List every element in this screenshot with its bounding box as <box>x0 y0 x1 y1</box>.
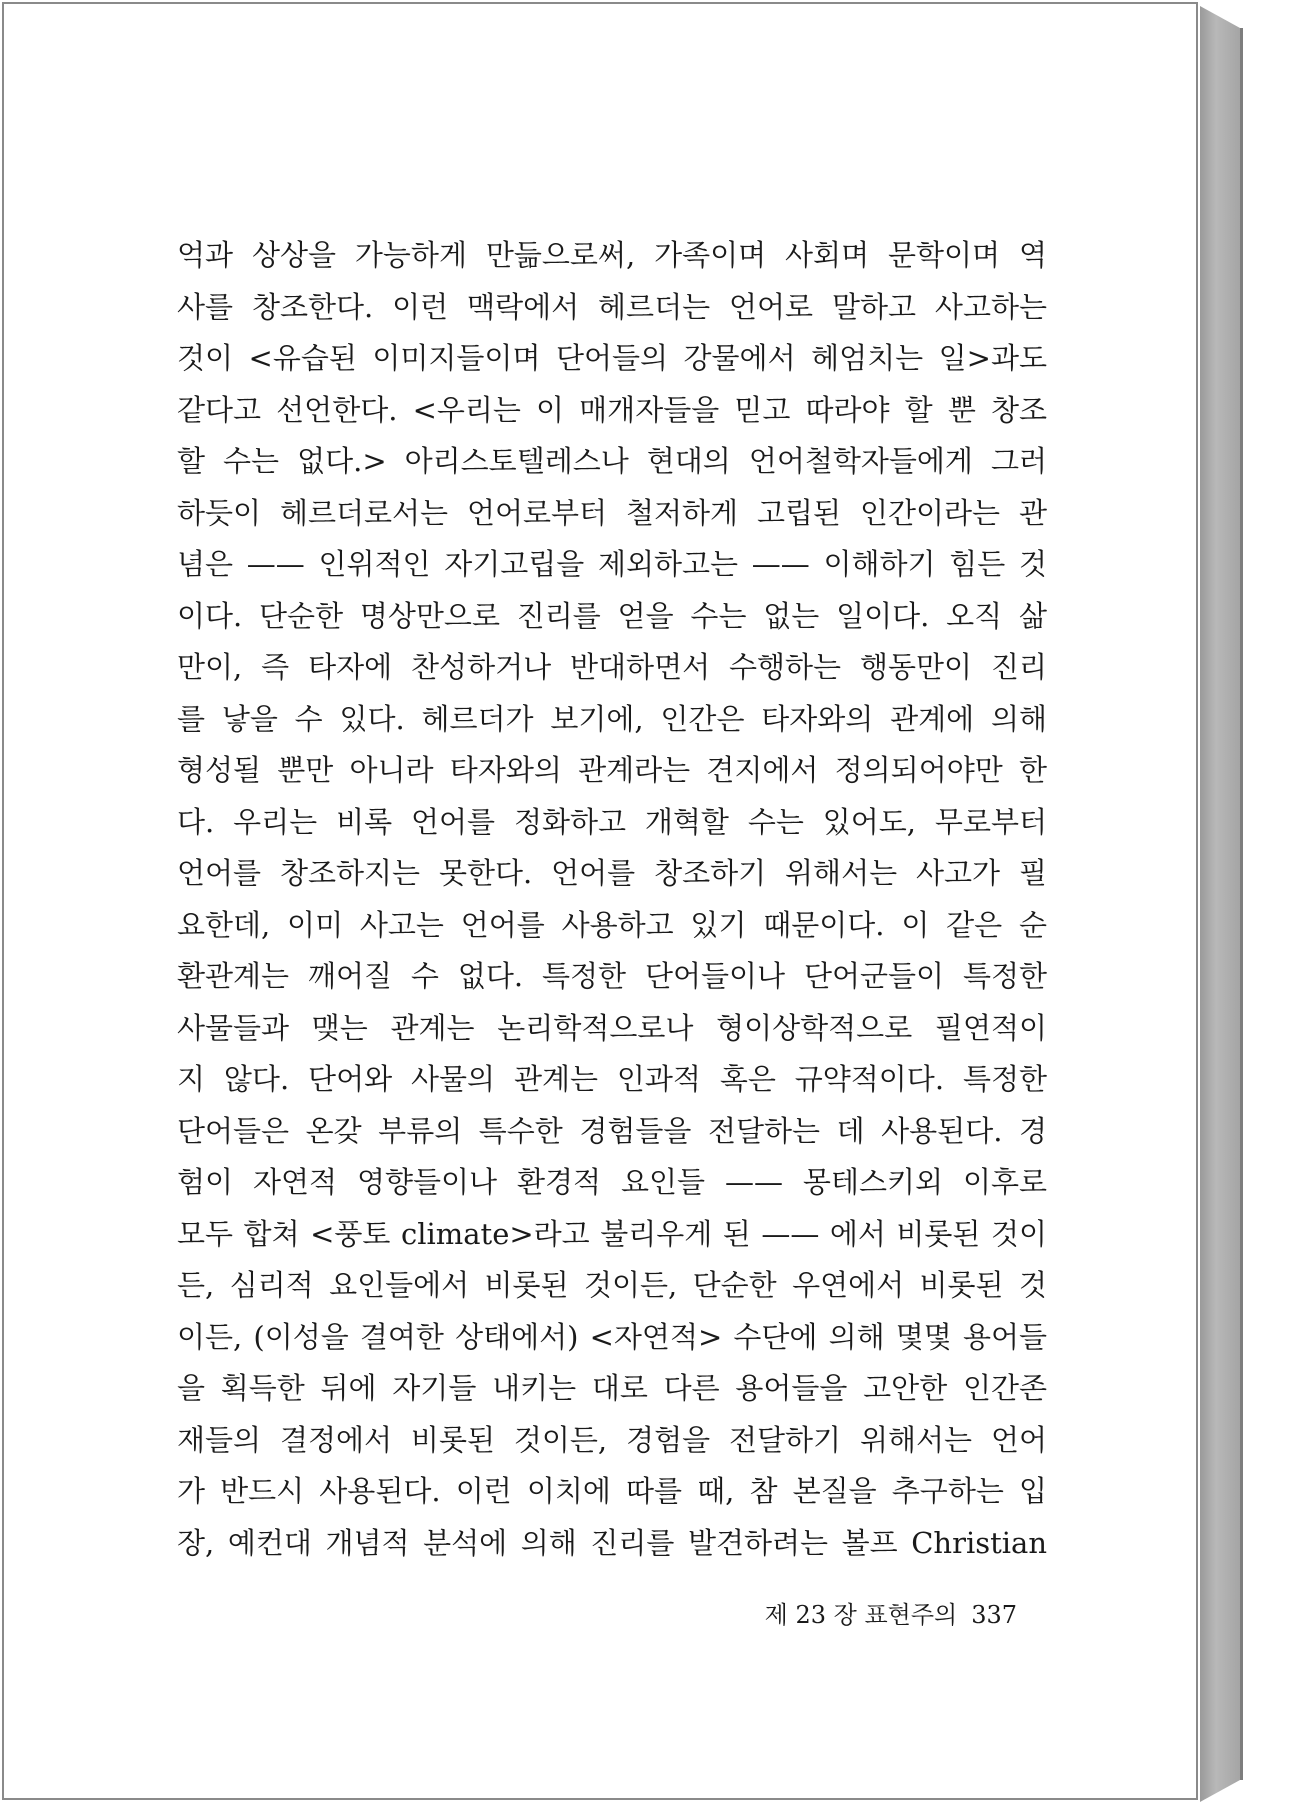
text-line: 다. 우리는 비록 언어를 정화하고 개혁할 수는 있어도, 무로부터 <box>177 804 1047 839</box>
text-line: 이든, (이성을 결여한 상태에서) <자연적> 수단에 의해 몇몇 용어들 <box>177 1319 1047 1354</box>
text-line: 재들의 결정에서 비롯된 것이든, 경험을 전달하기 위해서는 언어 <box>177 1422 1047 1457</box>
text-line: 든, 심리적 요인들에서 비롯된 것이든, 단순한 우연에서 비롯된 것 <box>177 1268 1047 1302</box>
text-line: 가 반드시 사용된다. 이런 이치에 따를 때, 참 본질을 추구하는 입 <box>177 1474 1047 1508</box>
page-footer <box>764 1595 1017 1635</box>
text-line: 할 수는 없다.> 아리스토텔레스나 현대의 언어철학자들에게 그러 <box>177 444 1047 478</box>
text-line: 만이, 즉 타자에 찬성하거나 반대하면서 수행하는 행동만이 진리 <box>177 650 1047 684</box>
text-line: 단어들은 온갖 부류의 특수한 경험들을 전달하는 데 사용된다. 경 <box>177 1113 1047 1148</box>
text-line: 억과 상상을 가능하게 만듦으로써, 가족이며 사회며 문학이며 역 <box>177 238 1047 272</box>
text-line: 이다. 단순한 명상만으로 진리를 얻을 수는 없는 일이다. 오직 삶 <box>177 598 1047 633</box>
text-line: 형성될 뿐만 아니라 타자와의 관계라는 견지에서 정의되어야만 한 <box>177 753 1047 787</box>
text-line: 언어를 창조하지는 못한다. 언어를 창조하기 위해서는 사고가 필 <box>177 856 1047 890</box>
text-line: 지 않다. 단어와 사물의 관계는 인과적 혹은 규약적이다. 특정한 <box>177 1062 1047 1096</box>
text-line: 를 낳을 수 있다. 헤르더가 보기에, 인간은 타자와의 관계에 의해 <box>177 701 1047 736</box>
text-line: 모두 합쳐 <풍토 climate>라고 불리우게 된 —— 에서 비롯된 것이 <box>177 1216 1047 1251</box>
page-stack-border <box>1240 28 1243 1780</box>
text-line: 것이 <유습된 이미지들이며 단어들의 강물에서 헤엄치는 일>과도 <box>177 341 1047 375</box>
page-number: 337 <box>971 1601 1017 1629</box>
text-line: 같다고 선언한다. <우리는 이 매개자들을 믿고 따라야 할 뿐 창조 <box>177 392 1047 427</box>
text-line: 하듯이 헤르더로서는 언어로부터 철저하게 고립된 인간이라는 관 <box>177 495 1047 530</box>
text-line: 요한데, 이미 사고는 언어를 사용하고 있기 때문이다. 이 같은 순 <box>177 907 1047 942</box>
text-line: 험이 자연적 영향들이나 환경적 요인들 —— 몽테스키외 이후로 <box>177 1165 1047 1199</box>
book-page <box>2 2 1198 1800</box>
text-line: 장, 예컨대 개념적 분석에 의해 진리를 발견하려는 볼프 Christian <box>177 1525 1047 1560</box>
text-line: 사물들과 맺는 관계는 논리학적으로나 형이상학적으로 필연적이 <box>177 1010 1047 1045</box>
text-line: 환관계는 깨어질 수 없다. 특정한 단어들이나 단어군들이 특정한 <box>177 959 1047 993</box>
running-head: 제 23 장 표현주의 <box>764 1601 958 1629</box>
text-line: 사를 창조한다. 이런 맥락에서 헤르더는 언어로 말하고 사고하는 <box>177 289 1047 324</box>
text-line: 념은 —— 인위적인 자기고립을 제외하고는 —— 이해하기 힘든 것 <box>177 547 1047 581</box>
text-line: 을 획득한 뒤에 자기들 내키는 대로 다른 용어들을 고안한 인간존 <box>177 1371 1047 1405</box>
page-stack-edge <box>1200 6 1240 1802</box>
body-text <box>177 230 1047 1569</box>
